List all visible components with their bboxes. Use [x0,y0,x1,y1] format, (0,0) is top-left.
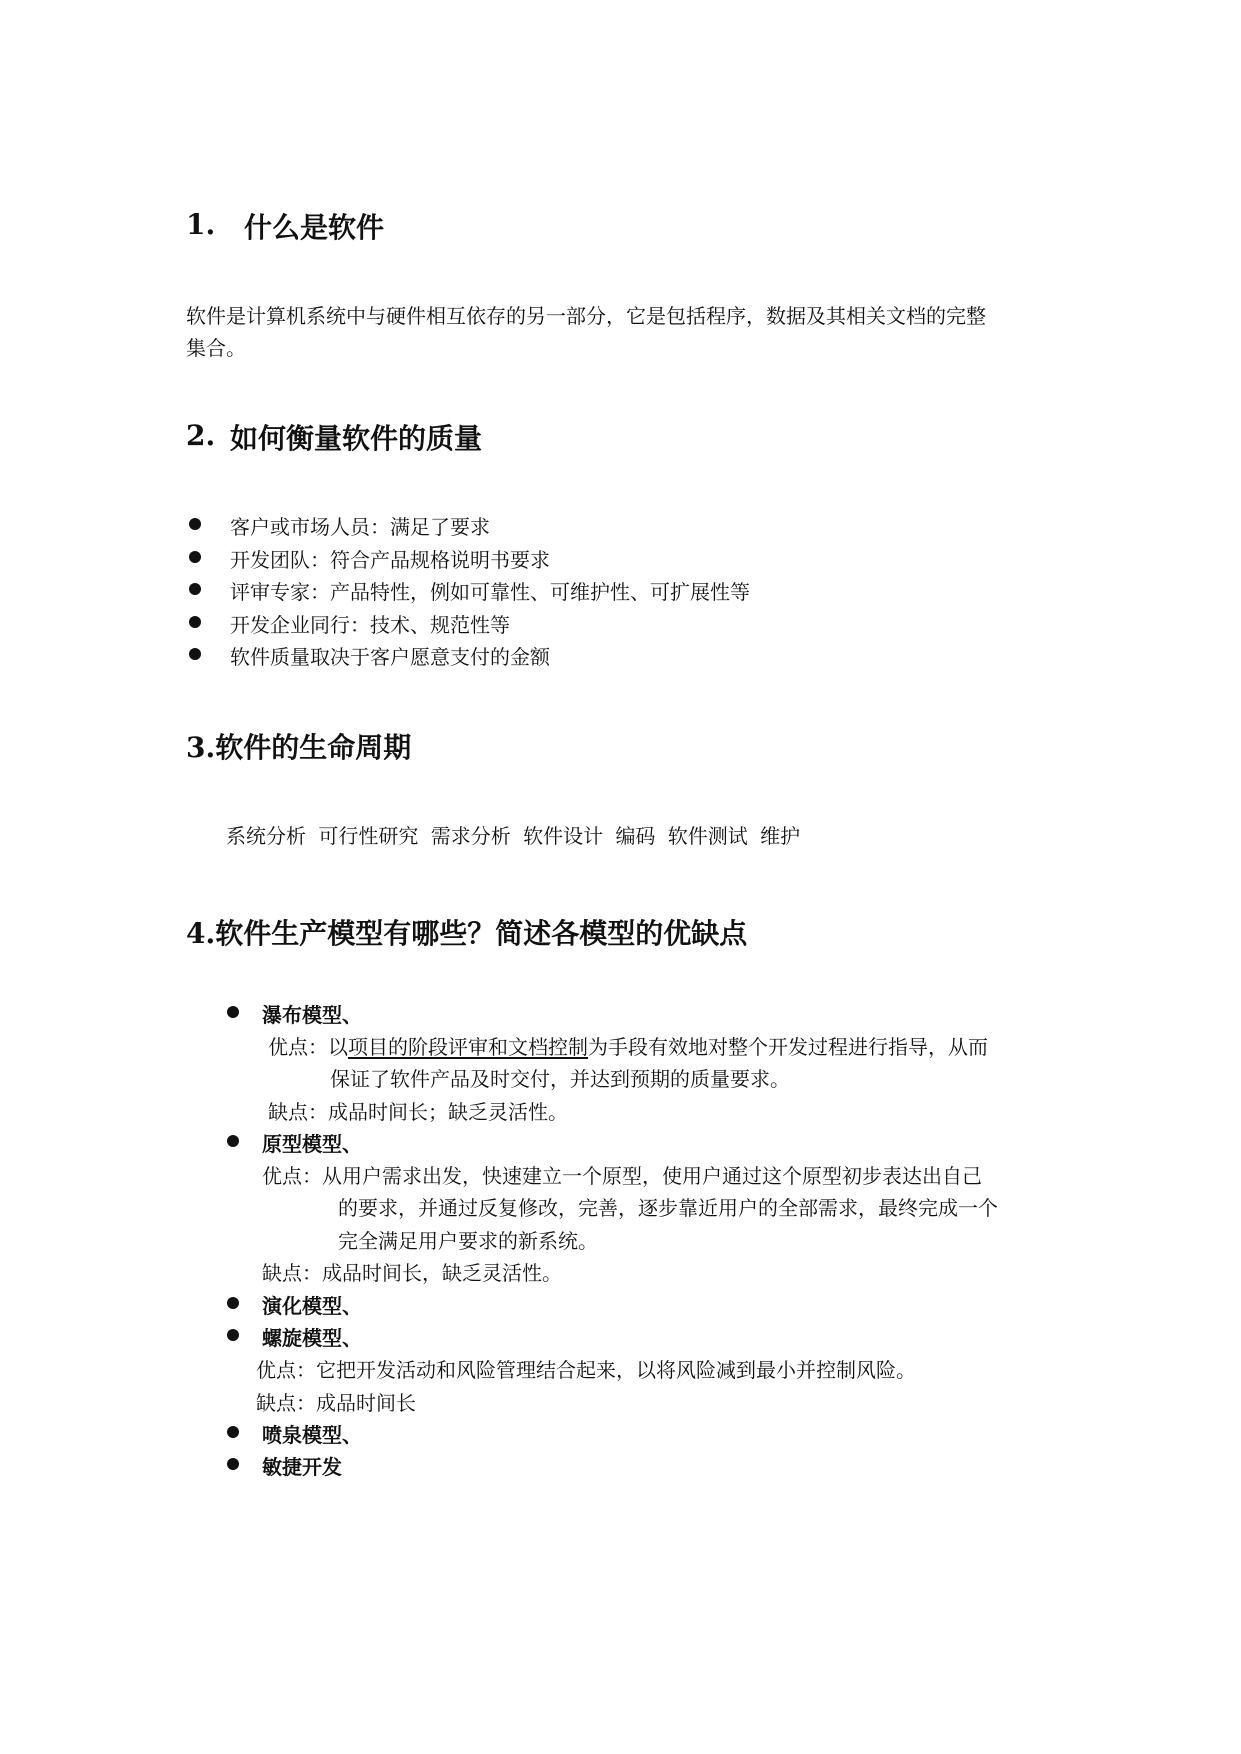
bullet-icon [189,518,201,530]
spiral-pros: 优点：它把开发活动和风险管理结合起来，以将风险减到最小并控制风险。 [256,1358,916,1382]
prototype-pros: 优点：从用户需求出发，快速建立一个原型，使用户通过这个原型初步表达出自己 [262,1164,982,1188]
pros-text: 为手段有效地对整个开发过程进行指导，从而 [588,1035,988,1059]
bullet-icon [189,616,201,628]
prototype-pros-cont-2: 完全满足用户要求的新系统。 [338,1229,598,1253]
stage: 编码 [615,824,656,848]
bullet-icon [227,1329,239,1341]
stage: 软件测试 [667,824,748,848]
bullet-icon [189,551,201,563]
spiral-cons: 缺点：成品时间长 [256,1391,416,1415]
stage: 需求分析 [430,824,511,848]
stage: 系统分析 [226,824,306,848]
waterfall-pros [268,1031,988,1060]
waterfall-pros-cont: 保证了软件产品及时交付，并达到预期的质量要求。 [330,1067,790,1091]
bullet-icon [227,1297,239,1309]
list-item: 开发团队：符合产品规格说明书要求 [230,548,550,572]
section-1-title: 什么是软件 [244,211,385,244]
model-name-agile: 敏捷开发 [262,1455,342,1479]
list-item: 软件质量取决于客户愿意支付的金额 [230,645,550,669]
list-item: 评审专家：产品特性，例如可靠性、可维护性、可扩展性等 [230,580,750,604]
section-3-heading: 3.软件的生命周期 [186,731,412,764]
list-item: 客户或市场人员：满足了要求 [230,515,490,539]
bullet-icon [189,583,201,595]
stage: 维护 [760,824,801,848]
waterfall-cons: 缺点：成品时间长；缺乏灵活性。 [268,1100,568,1124]
section-4-heading: 4.软件生产模型有哪些？简述各模型的优缺点 [186,917,748,950]
underlined-phrase: 项目的阶段评审和文档控制 [348,1035,588,1059]
model-name-fountain: 喷泉模型、 [262,1423,362,1447]
stage: 可行性研究 [318,824,419,848]
bullet-icon [227,1135,239,1147]
model-name-evolutionary: 演化模型、 [262,1294,362,1318]
section-1-paragraph-line-2: 集合。 [186,336,246,360]
bullet-icon [189,648,201,660]
section-1-paragraph-line-1: 软件是计算机系统中与硬件相互依存的另一部分，它是包括程序，数据及其相关文档的完整 [186,304,986,328]
pros-label: 优点：以 [268,1035,348,1059]
prototype-pros-cont-1: 的要求，并通过反复修改，完善，逐步靠近用户的全部需求，最终完成一个 [338,1196,998,1220]
stage: 软件设计 [523,824,604,848]
model-name-prototype: 原型模型、 [262,1132,362,1156]
prototype-cons: 缺点：成品时间长，缺乏灵活性。 [262,1261,562,1285]
section-1-number: 1. [186,208,216,241]
bullet-icon [227,1458,239,1470]
list-item: 开发企业同行：技术、规范性等 [230,613,510,637]
section-2-title: 如何衡量软件的质量 [230,422,483,455]
section-2-number: 2. [186,419,216,452]
model-name-spiral: 螺旋模型、 [262,1326,362,1350]
model-name-waterfall: 瀑布模型、 [262,1003,362,1027]
bullet-icon [227,1006,239,1018]
bullet-icon [227,1426,239,1438]
lifecycle-stages [226,820,800,849]
